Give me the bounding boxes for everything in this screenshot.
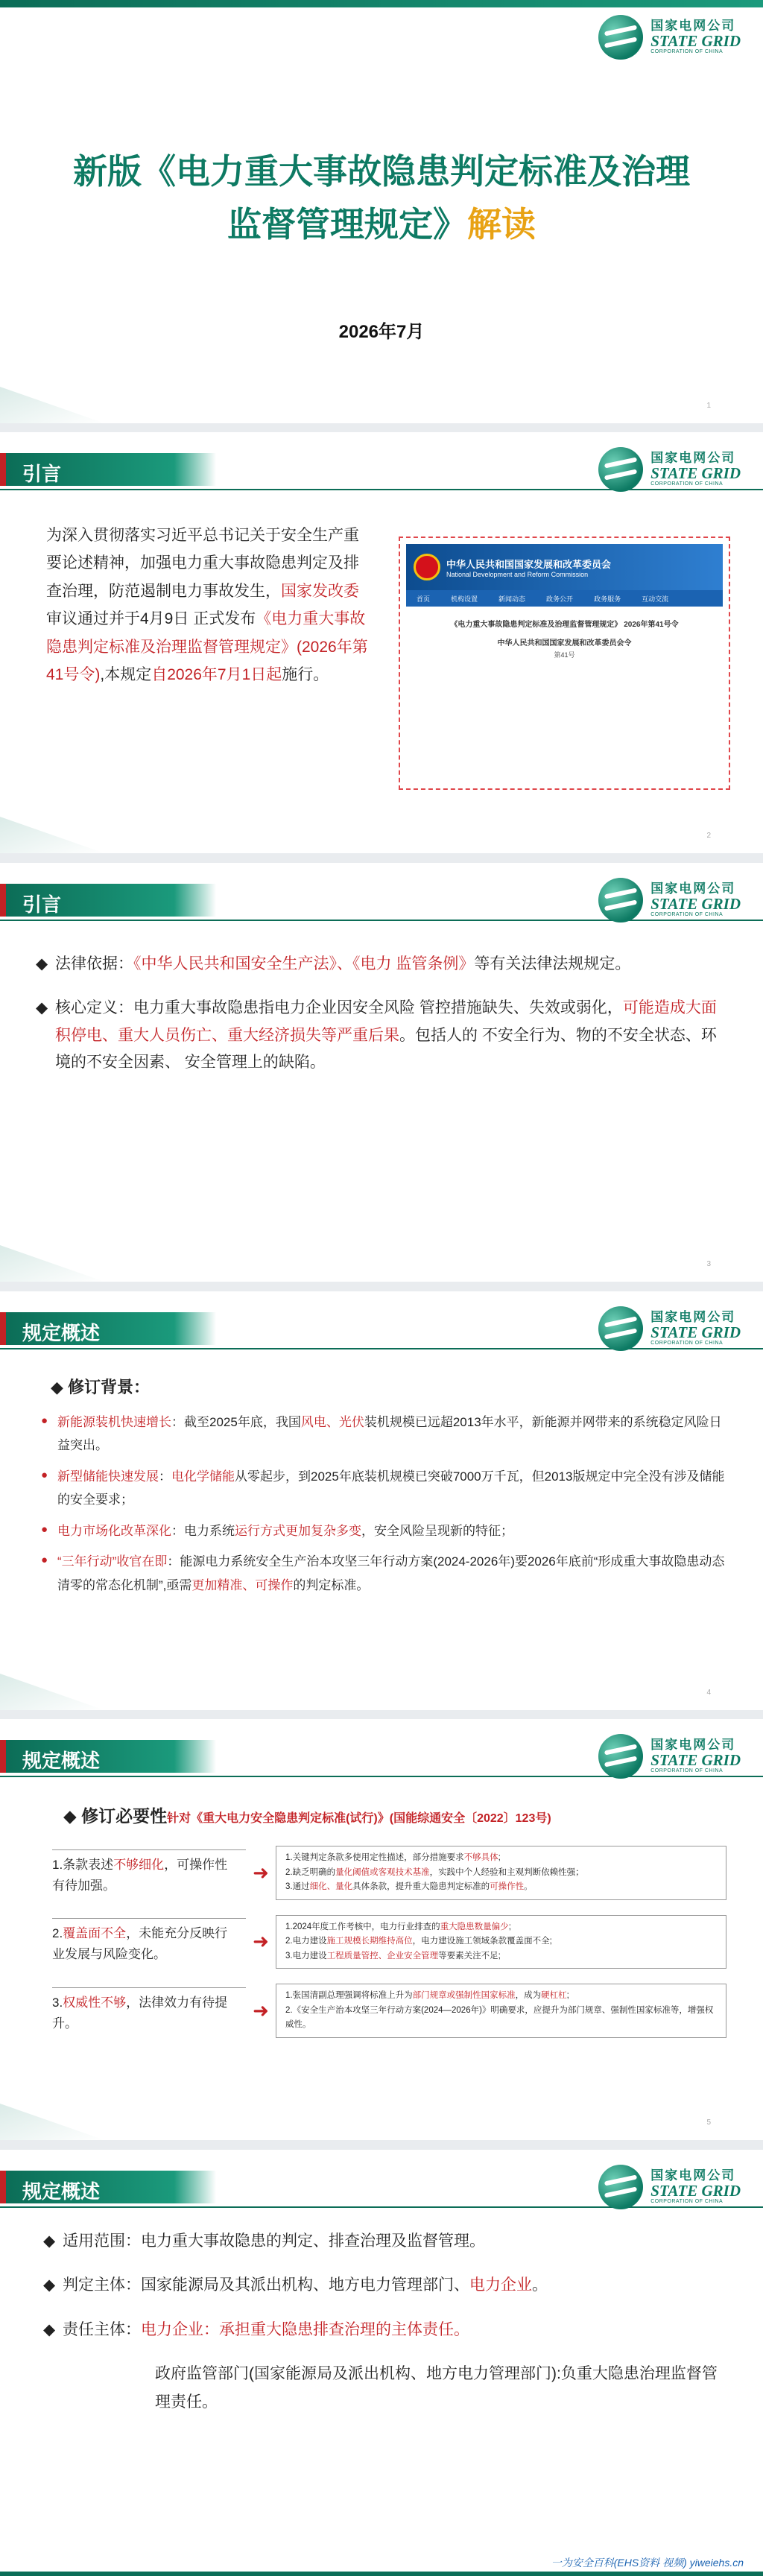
intro-paragraph: 为深入贯彻落实习近平总书记关于安全生产重要论述精神，加强电力重大事故隐患判定及排查治理，防范遏制电力事故发生，国家发改委审议通过并于4月9日 正式发布《电力重大事故隐患判定标准及治理监督管理规定》(2026年第41号令),本规定自2026年7月1日起施行。: [46, 527, 368, 683]
corner-decoration: [0, 1230, 104, 1282]
bullet-judging-body: ◆ 判定主体：国家能源局及其派出机构、地方电力管理部门、电力企业。: [43, 2271, 729, 2299]
logo-cn: 国家电网公司: [650, 1738, 736, 1753]
globe-icon: [598, 2165, 643, 2209]
globe-icon: [598, 1734, 643, 1779]
bullet-core-definition: ◆ 核心定义：电力重大事故隐患指电力企业因安全风险 管控措施缺失、失效或弱化，可能造成大面积停电、重大人员伤亡、重大经济损失等严重后果。包括人的 不安全行为、物的不安全状态、环境的不安全因素、 安全管理上的缺陷。: [36, 995, 721, 1077]
slide-intro: [0, 432, 763, 853]
slide-intro-2: [0, 863, 763, 1282]
nav-item[interactable]: 机构设置: [451, 595, 478, 603]
title-highlight: 解读: [467, 205, 536, 244]
nav-item[interactable]: 新闻动态: [498, 595, 526, 603]
row-detail: 1.2024年度工作考核中，电力行业排查的重大隐患数量偏少; 2.电力建设施工规模长期维持高位，电力建设施工领域条款覆盖面不全; 3.电力建设工程质量管控、企业安全管理等要素关注不足;: [276, 1915, 726, 1969]
globe-icon: [598, 15, 643, 60]
row-detail: 1.关键判定条款多使用定性描述，部分措施要求不够具体; 2.缺乏明确的量化阈值或客观技术基准，实践中个人经验和主观判断依赖性强； 3.通过细化、量化具体条款，提升重大隐患判定标准的可操作性。: [276, 1846, 726, 1900]
ndrc-nav: [406, 590, 723, 607]
diamond-bullet-icon: ◆: [43, 2232, 56, 2250]
logo-en: STATE GRID: [650, 2182, 741, 2200]
page-number: 1: [706, 402, 711, 410]
article-title: 《电力重大事故隐患判定标准及治理监督管理规定》 2026年第41号令: [450, 621, 679, 629]
slide-title: [0, 0, 763, 423]
diamond-bullet-icon: ◆: [36, 999, 48, 1016]
logo-cn: 国家电网公司: [650, 451, 736, 466]
page-title: [0, 145, 763, 252]
globe-icon: [598, 878, 643, 923]
scope-list: [43, 2227, 729, 2432]
logo-cn: 国家电网公司: [650, 1310, 736, 1325]
logo-sub: CORPORATION OF CHINA: [650, 49, 724, 55]
logo-en: STATE GRID: [650, 1751, 741, 1770]
background-list: [41, 1411, 734, 1604]
bottom-accent-bar: [0, 2572, 763, 2576]
necessity-rows: [52, 1846, 726, 2053]
row-detail: 1.张国清副总理强调将标准上升为部门规章或强制性国家标准，成为硬杠杠; 2.《安全生产治本攻坚三年行动方案(2024—2026年)》明确要求，应提升为部门规章、强制性国家标准等，增强权威性。: [276, 1984, 726, 2038]
diamond-bullet-icon: ◆: [43, 2276, 56, 2294]
section-header: 规定概述: [0, 1312, 216, 1345]
arrow-right-icon: ➜: [253, 1999, 269, 2022]
list-item: ● “三年行动”收官在即：能源电力系统安全生产治本攻坚三年行动方案(2024-2026年)要2026年底前“形成重大事故隐患动态清零的常态化机制”,亟需更加精准、可操作的判定标准。: [41, 1554, 725, 1592]
nav-item[interactable]: 政务公开: [546, 595, 574, 603]
national-emblem-icon: [414, 554, 440, 580]
logo-en: STATE GRID: [650, 895, 741, 914]
nav-item[interactable]: 首页: [417, 595, 431, 603]
bullet-government-body: 政府监管部门(国家能源局及派出机构、地方电力管理部门):负重大隐患治理监督管理责任。: [155, 2365, 718, 2411]
corner-decoration: [0, 371, 104, 423]
logo-sub: CORPORATION OF CHINA: [650, 1768, 724, 1774]
ndrc-name-en: National Development and Reform Commission: [446, 570, 589, 578]
arrow-right-icon: ➜: [253, 1861, 269, 1884]
state-grid-logo: [598, 1734, 741, 1779]
diamond-bullet-icon: ◆: [43, 2320, 56, 2338]
slide-overview-scope: [0, 2150, 763, 2576]
state-grid-logo: [598, 2165, 741, 2209]
logo-en: STATE GRID: [650, 464, 741, 483]
section-header: 引言: [0, 884, 216, 917]
section-header: 规定概述: [0, 2171, 216, 2203]
state-grid-logo: [598, 447, 741, 492]
corner-decoration: [0, 1658, 104, 1710]
logo-sub: CORPORATION OF CHINA: [650, 1341, 724, 1346]
arrow-right-icon: ➜: [253, 1930, 269, 1953]
necessity-row: 3.权威性不够，法律效力有待提升。 ➜ 1.张国清副总理强调将标准上升为部门规章或强制性国家标准，成为硬杠杠; 2.《安全生产治本攻坚三年行动方案(2024—2026年)》明确要求，应提升为部门规章、强制性国家标准等，增强权威性。: [52, 1984, 726, 2038]
ndrc-name-cn: 中华人民共和国国家发展和改革委员会: [446, 558, 612, 570]
logo-en: STATE GRID: [650, 32, 741, 51]
bullet-responsible-body: ◆ 责任主体：电力企业：承担重大隐患排查治理的主体责任。: [43, 2316, 729, 2344]
logo-en: STATE GRID: [650, 1323, 741, 1342]
list-item: ● 新型储能快速发展：电化学储能从零起步，到2025年底装机规模已突破7000万千瓦，但2013版规定中完全没有涉及储能的安全要求；: [41, 1468, 725, 1507]
logo-sub: CORPORATION OF CHINA: [650, 912, 724, 918]
necessity-row: 1.条款表述不够细化，可操作性有待加强。 ➜ 1.关键判定条款多使用定性描述，部分措施要求不够具体; 2.缺乏明确的量化阈值或客观技术基准，实践中个人经验和主观判断依赖性强； 3.通过细化、量化具体条款，提升重大隐患判定标准的可操作性。: [52, 1846, 726, 1900]
diamond-bullet-icon: ◆: [36, 955, 48, 972]
title-line-1: 新版《电力重大事故隐患判定标准及治理: [73, 152, 690, 191]
state-grid-logo: [598, 878, 741, 923]
revision-background-heading: ◆ 修订背景：: [51, 1378, 151, 1396]
state-grid-logo: [598, 1306, 741, 1351]
logo-cn: 国家电网公司: [650, 19, 736, 34]
title-date: 2026年7月: [338, 322, 425, 342]
necessity-heading: ◆ 修订必要性针对《重大电力安全隐患判定标准(试行)》(国能综通安全〔2022〕123号): [63, 1806, 551, 1826]
section-header: 规定概述: [0, 1740, 216, 1773]
ndrc-screenshot: [399, 537, 730, 790]
section-header: 引言: [0, 453, 216, 486]
nav-item[interactable]: 互动交流: [642, 595, 669, 603]
ndrc-header: [406, 544, 723, 590]
globe-icon: [598, 447, 643, 492]
logo-sub: CORPORATION OF CHINA: [650, 2199, 724, 2205]
page-number: 2: [706, 832, 711, 840]
necessity-row: 2.覆盖面不全，未能充分反映行业发展与风险变化。 ➜ 1.2024年度工作考核中，电力行业排查的重大隐患数量偏少; 2.电力建设施工规模长期维持高位，电力建设施工领域条款覆盖面不全; 3.电力建设工程质量管控、企业安全管理等要素关注不足;: [52, 1915, 726, 1969]
corner-decoration: [0, 2088, 104, 2140]
page-number: 4: [706, 1689, 711, 1697]
logo-cn: 国家电网公司: [650, 2168, 736, 2183]
ndrc-article: [406, 607, 723, 668]
slide-overview-background: [0, 1291, 763, 1710]
globe-icon: [598, 1306, 643, 1351]
corner-decoration: [0, 801, 104, 853]
article-number: 第41号: [554, 651, 575, 659]
logo-sub: CORPORATION OF CHINA: [650, 481, 724, 487]
article-signature: 中华人民共和国国家发展和改革委员会令: [497, 639, 632, 648]
nav-item[interactable]: 政务服务: [594, 595, 621, 603]
page-number: 5: [706, 2118, 711, 2127]
list-item: ● 电力市场化改革深化：电力系统运行方式更加复杂多变，安全风险呈现新的特征；: [41, 1522, 513, 1538]
bullet-legal-basis: ◆ 法律依据：《中华人民共和国安全生产法》、《电力 监管条例》等有关法律法规规定。: [36, 951, 721, 978]
slide-overview-necessity: [0, 1719, 763, 2140]
bullet-list: [36, 951, 721, 1093]
title-line-2: 监督管理规定》解读: [227, 205, 536, 244]
state-grid-logo: [598, 15, 741, 60]
top-accent-bar: [0, 0, 763, 7]
list-item: ● 新能源装机快速增长：截至2025年底，我国风电、光伏装机规模已远超2013年水平，新能源并网带来的系统稳定风险日益突出。: [41, 1414, 722, 1453]
bullet-scope: ◆ 适用范围：电力重大事故隐患的判定、排查治理及监督管理。: [43, 2227, 729, 2255]
page-number: 3: [706, 1260, 711, 1268]
logo-cn: 国家电网公司: [650, 882, 736, 896]
footer-credit[interactable]: 一为安全百科(EHS资料 视频) yiweiehs.cn: [551, 2557, 744, 2569]
